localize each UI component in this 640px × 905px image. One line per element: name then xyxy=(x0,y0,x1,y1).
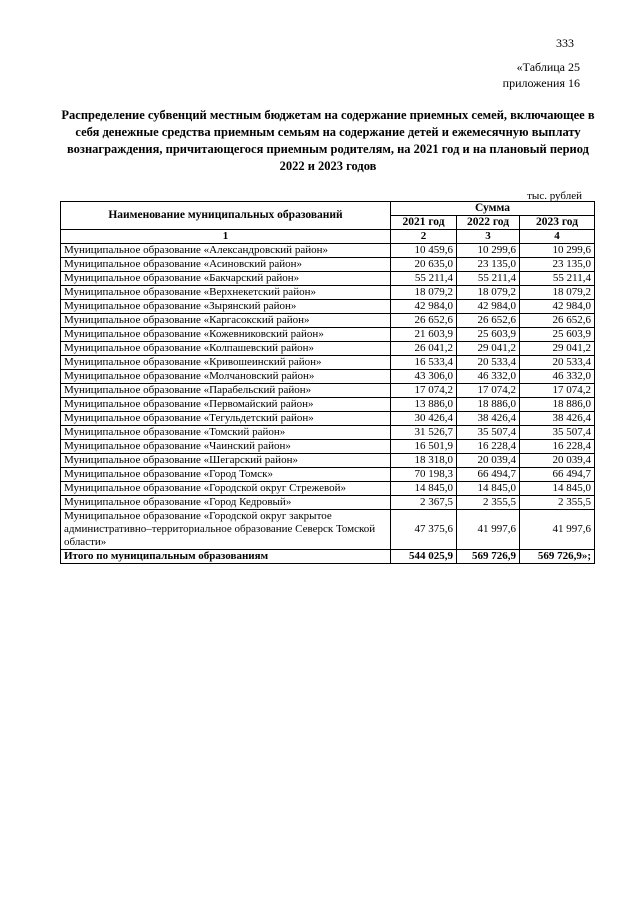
value-2023-cell: 20 533,4 xyxy=(520,356,595,370)
value-2023-cell: 10 299,6 xyxy=(520,244,595,258)
value-2022-cell: 18 886,0 xyxy=(457,398,520,412)
table-row xyxy=(61,468,595,482)
value-2021-cell: 544 025,9 xyxy=(391,550,457,564)
value-2021-cell: 16 533,4 xyxy=(391,356,457,370)
table-row xyxy=(61,286,595,300)
column-number: 4 xyxy=(520,230,595,244)
value-2023-cell: 16 228,4 xyxy=(520,440,595,454)
value-2022-cell: 55 211,4 xyxy=(457,272,520,286)
municipality-name-cell: Муниципальное образование «Город Кедровый» xyxy=(61,496,391,510)
value-2021-cell: 26 652,6 xyxy=(391,314,457,328)
value-2022-cell: 25 603,9 xyxy=(457,328,520,342)
municipality-name-cell: Муниципальное образование «Чаинский район» xyxy=(61,440,391,454)
value-2021-cell: 13 886,0 xyxy=(391,398,457,412)
value-2022-cell: 2 355,5 xyxy=(457,496,520,510)
municipality-name-cell: Муниципальное образование «Городской округ закрытое административно–территориальное образование Северск Томской области» xyxy=(61,510,391,550)
value-2021-cell: 20 635,0 xyxy=(391,258,457,272)
table-row xyxy=(61,496,595,510)
value-2023-cell: 18 886,0 xyxy=(520,398,595,412)
value-2021-cell: 2 367,5 xyxy=(391,496,457,510)
table-reference-line1: «Таблица 25 xyxy=(516,60,580,74)
value-2023-cell: 25 603,9 xyxy=(520,328,595,342)
table-row xyxy=(61,244,595,258)
value-2023-cell: 2 355,5 xyxy=(520,496,595,510)
column-number: 3 xyxy=(457,230,520,244)
municipality-name-cell: Муниципальное образование «Томский район» xyxy=(61,426,391,440)
value-2023-cell: 42 984,0 xyxy=(520,300,595,314)
document-title: Распределение субвенций местным бюджетам на содержание приемных семей, включающее в себя денежные средства приемным семьям на содержание детей и ежемесячную выплату вознаграждения, причитающегося приемным родителям, на 2021 год и на плановый период 2022 и 2023 годов xyxy=(61,108,595,173)
header-year-2021: 2021 год xyxy=(391,216,457,230)
value-2021-cell: 18 079,2 xyxy=(391,286,457,300)
value-2022-cell: 20 533,4 xyxy=(457,356,520,370)
municipality-name-cell: Муниципальное образование «Каргасокский район» xyxy=(61,314,391,328)
page-number: 333 xyxy=(556,36,574,50)
value-2023-cell: 23 135,0 xyxy=(520,258,595,272)
table-reference-line2: приложения 16 xyxy=(502,76,580,90)
table-row xyxy=(61,342,595,356)
value-2023-cell: 35 507,4 xyxy=(520,426,595,440)
municipality-name-cell: Муниципальное образование «Город Томск» xyxy=(61,468,391,482)
column-number: 2 xyxy=(391,230,457,244)
table-row xyxy=(61,356,595,370)
value-2022-cell: 20 039,4 xyxy=(457,454,520,468)
municipality-name-cell: Итого по муниципальным образованиям xyxy=(61,550,391,564)
municipality-name-cell: Муниципальное образование «Колпашевский район» xyxy=(61,342,391,356)
value-2022-cell: 41 997,6 xyxy=(457,510,520,550)
value-2022-cell: 35 507,4 xyxy=(457,426,520,440)
municipality-name-cell: Муниципальное образование «Зырянский район» xyxy=(61,300,391,314)
value-2021-cell: 10 459,6 xyxy=(391,244,457,258)
units-label: тыс. рублей xyxy=(527,190,582,202)
value-2021-cell: 42 984,0 xyxy=(391,300,457,314)
table-row xyxy=(61,482,595,496)
table-row xyxy=(61,300,595,314)
value-2022-cell: 26 652,6 xyxy=(457,314,520,328)
value-2021-cell: 47 375,6 xyxy=(391,510,457,550)
value-2021-cell: 18 318,0 xyxy=(391,454,457,468)
value-2023-cell: 17 074,2 xyxy=(520,384,595,398)
header-year-2022: 2022 год xyxy=(457,216,520,230)
value-2022-cell: 42 984,0 xyxy=(457,300,520,314)
value-2022-cell: 17 074,2 xyxy=(457,384,520,398)
value-2022-cell: 46 332,0 xyxy=(457,370,520,384)
subsidy-table xyxy=(60,201,595,564)
value-2021-cell: 21 603,9 xyxy=(391,328,457,342)
value-2023-cell: 41 997,6 xyxy=(520,510,595,550)
value-2023-cell: 26 652,6 xyxy=(520,314,595,328)
value-2023-cell: 20 039,4 xyxy=(520,454,595,468)
value-2022-cell: 14 845,0 xyxy=(457,482,520,496)
value-2021-cell: 55 211,4 xyxy=(391,272,457,286)
municipality-name-cell: Муниципальное образование «Бакчарский район» xyxy=(61,272,391,286)
table-row xyxy=(61,412,595,426)
value-2021-cell: 70 198,3 xyxy=(391,468,457,482)
header-name-column: Наименование муниципальных образований xyxy=(61,202,391,230)
municipality-name-cell: Муниципальное образование «Первомайский район» xyxy=(61,398,391,412)
value-2023-cell: 14 845,0 xyxy=(520,482,595,496)
table-row xyxy=(61,314,595,328)
value-2022-cell: 18 079,2 xyxy=(457,286,520,300)
value-2021-cell: 30 426,4 xyxy=(391,412,457,426)
value-2021-cell: 16 501,9 xyxy=(391,440,457,454)
table-row xyxy=(61,370,595,384)
value-2023-cell: 18 079,2 xyxy=(520,286,595,300)
header-year-2023: 2023 год xyxy=(520,216,595,230)
municipality-name-cell: Муниципальное образование «Кожевниковский район» xyxy=(61,328,391,342)
value-2022-cell: 29 041,2 xyxy=(457,342,520,356)
table-row xyxy=(61,510,595,550)
column-number: 1 xyxy=(61,230,391,244)
value-2023-cell: 55 211,4 xyxy=(520,272,595,286)
table-row xyxy=(61,272,595,286)
table-row xyxy=(61,454,595,468)
municipality-name-cell: Муниципальное образование «Шегарский район» xyxy=(61,454,391,468)
value-2022-cell: 569 726,9 xyxy=(457,550,520,564)
municipality-name-cell: Муниципальное образование «Асиновский район» xyxy=(61,258,391,272)
column-numbers-row xyxy=(61,230,595,244)
table-reference xyxy=(503,59,580,91)
value-2022-cell: 38 426,4 xyxy=(457,412,520,426)
value-2023-cell: 46 332,0 xyxy=(520,370,595,384)
table-row xyxy=(61,440,595,454)
value-2023-cell: 66 494,7 xyxy=(520,468,595,482)
header-sum-group: Сумма xyxy=(391,202,595,216)
municipality-name-cell: Муниципальное образование «Александровский район» xyxy=(61,244,391,258)
total-row xyxy=(61,550,595,564)
municipality-name-cell: Муниципальное образование «Молчановский район» xyxy=(61,370,391,384)
value-2023-cell: 38 426,4 xyxy=(520,412,595,426)
value-2021-cell: 26 041,2 xyxy=(391,342,457,356)
municipality-name-cell: Муниципальное образование «Тегульдетский район» xyxy=(61,412,391,426)
value-2022-cell: 10 299,6 xyxy=(457,244,520,258)
table-row xyxy=(61,328,595,342)
value-2023-cell: 569 726,9»; xyxy=(520,550,595,564)
table-row xyxy=(61,384,595,398)
table-row xyxy=(61,258,595,272)
value-2021-cell: 31 526,7 xyxy=(391,426,457,440)
value-2021-cell: 43 306,0 xyxy=(391,370,457,384)
municipality-name-cell: Муниципальное образование «Парабельский район» xyxy=(61,384,391,398)
value-2022-cell: 23 135,0 xyxy=(457,258,520,272)
value-2022-cell: 16 228,4 xyxy=(457,440,520,454)
value-2021-cell: 14 845,0 xyxy=(391,482,457,496)
value-2023-cell: 29 041,2 xyxy=(520,342,595,356)
table-row xyxy=(61,426,595,440)
municipality-name-cell: Муниципальное образование «Кривошеинский район» xyxy=(61,356,391,370)
municipality-name-cell: Муниципальное образование «Городской округ Стрежевой» xyxy=(61,482,391,496)
value-2021-cell: 17 074,2 xyxy=(391,384,457,398)
municipality-name-cell: Муниципальное образование «Верхнекетский район» xyxy=(61,286,391,300)
table-row xyxy=(61,398,595,412)
value-2022-cell: 66 494,7 xyxy=(457,468,520,482)
